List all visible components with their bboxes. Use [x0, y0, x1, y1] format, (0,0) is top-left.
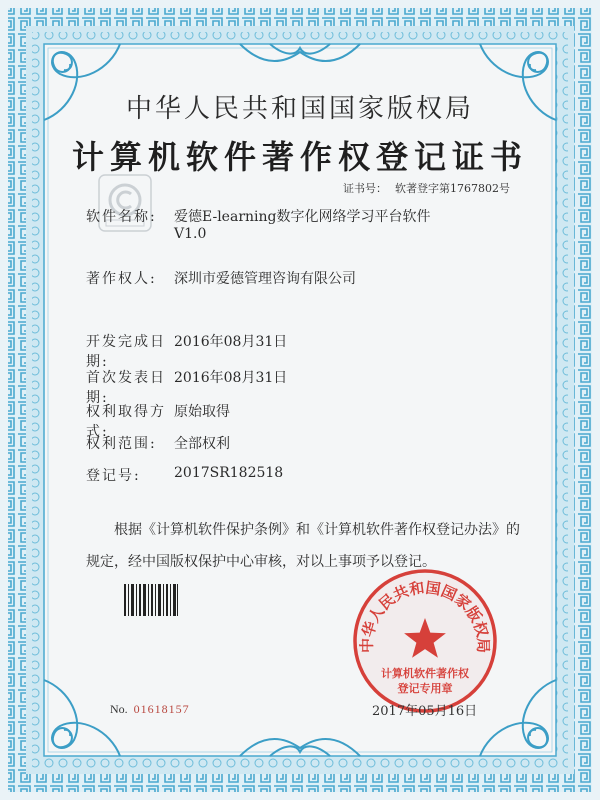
issue-date: 2017年05月16日	[372, 704, 478, 719]
scope-of-rights-row	[86, 433, 230, 453]
serial-value: 01618157	[133, 702, 190, 716]
first-publication-date-value: 2016年08月31日	[174, 370, 288, 386]
seal-center-line-1: 计算机软件著作权	[381, 667, 469, 680]
acquisition-method-value: 原始取得	[174, 404, 230, 420]
copyright-owner-label: 著作权人:	[86, 271, 157, 287]
registration-number-label: 登记号:	[86, 468, 141, 484]
certificate-number	[343, 180, 510, 196]
seal-ring-text: 中华人民共和国国家版权局	[357, 578, 493, 654]
copyright-owner-row	[86, 268, 356, 288]
serial-label: No.	[110, 702, 128, 716]
software-version-value: V1.0	[174, 226, 207, 242]
barcode-icon	[122, 580, 180, 620]
dev-completion-date-row	[86, 331, 287, 371]
scope-of-rights-label: 权利范围:	[86, 436, 157, 452]
certificate-title: 计算机软件著作权登记证书	[71, 138, 528, 176]
seal-center-line-2: 登记专用章	[397, 682, 453, 695]
acquisition-method-label: 权利取得方式:	[86, 404, 166, 440]
issuing-authority: 中华人民共和国国家版权局	[125, 94, 474, 124]
software-name-label: 软件名称:	[86, 209, 157, 225]
certificate-number-value: 软著登字第1767802号	[395, 182, 510, 195]
software-name-value: 爱德E-learning数字化网络学习平台软件	[174, 209, 431, 225]
certificate-number-label: 证书号：	[343, 182, 387, 195]
basis-line-1: 根据《计算机软件保护条例》和《计算机软件著作权登记办法》的	[114, 522, 520, 538]
scope-of-rights-value: 全部权利	[174, 436, 230, 452]
software-name-row	[86, 206, 430, 242]
basis-line-2: 规定，经中国版权保护中心审核，对以上事项予以登记。	[86, 554, 436, 570]
copyright-owner-value: 深圳市爱德管理咨询有限公司	[174, 271, 356, 287]
first-publication-date-label: 首次发表日期:	[86, 370, 166, 406]
registration-number-row	[86, 465, 283, 485]
dev-completion-date-label: 开发完成日期:	[86, 334, 166, 370]
official-seal	[350, 566, 500, 716]
dev-completion-date-value: 2016年08月31日	[174, 334, 288, 350]
serial-number	[110, 702, 190, 717]
registration-number-value: 2017SR182518	[174, 465, 284, 481]
